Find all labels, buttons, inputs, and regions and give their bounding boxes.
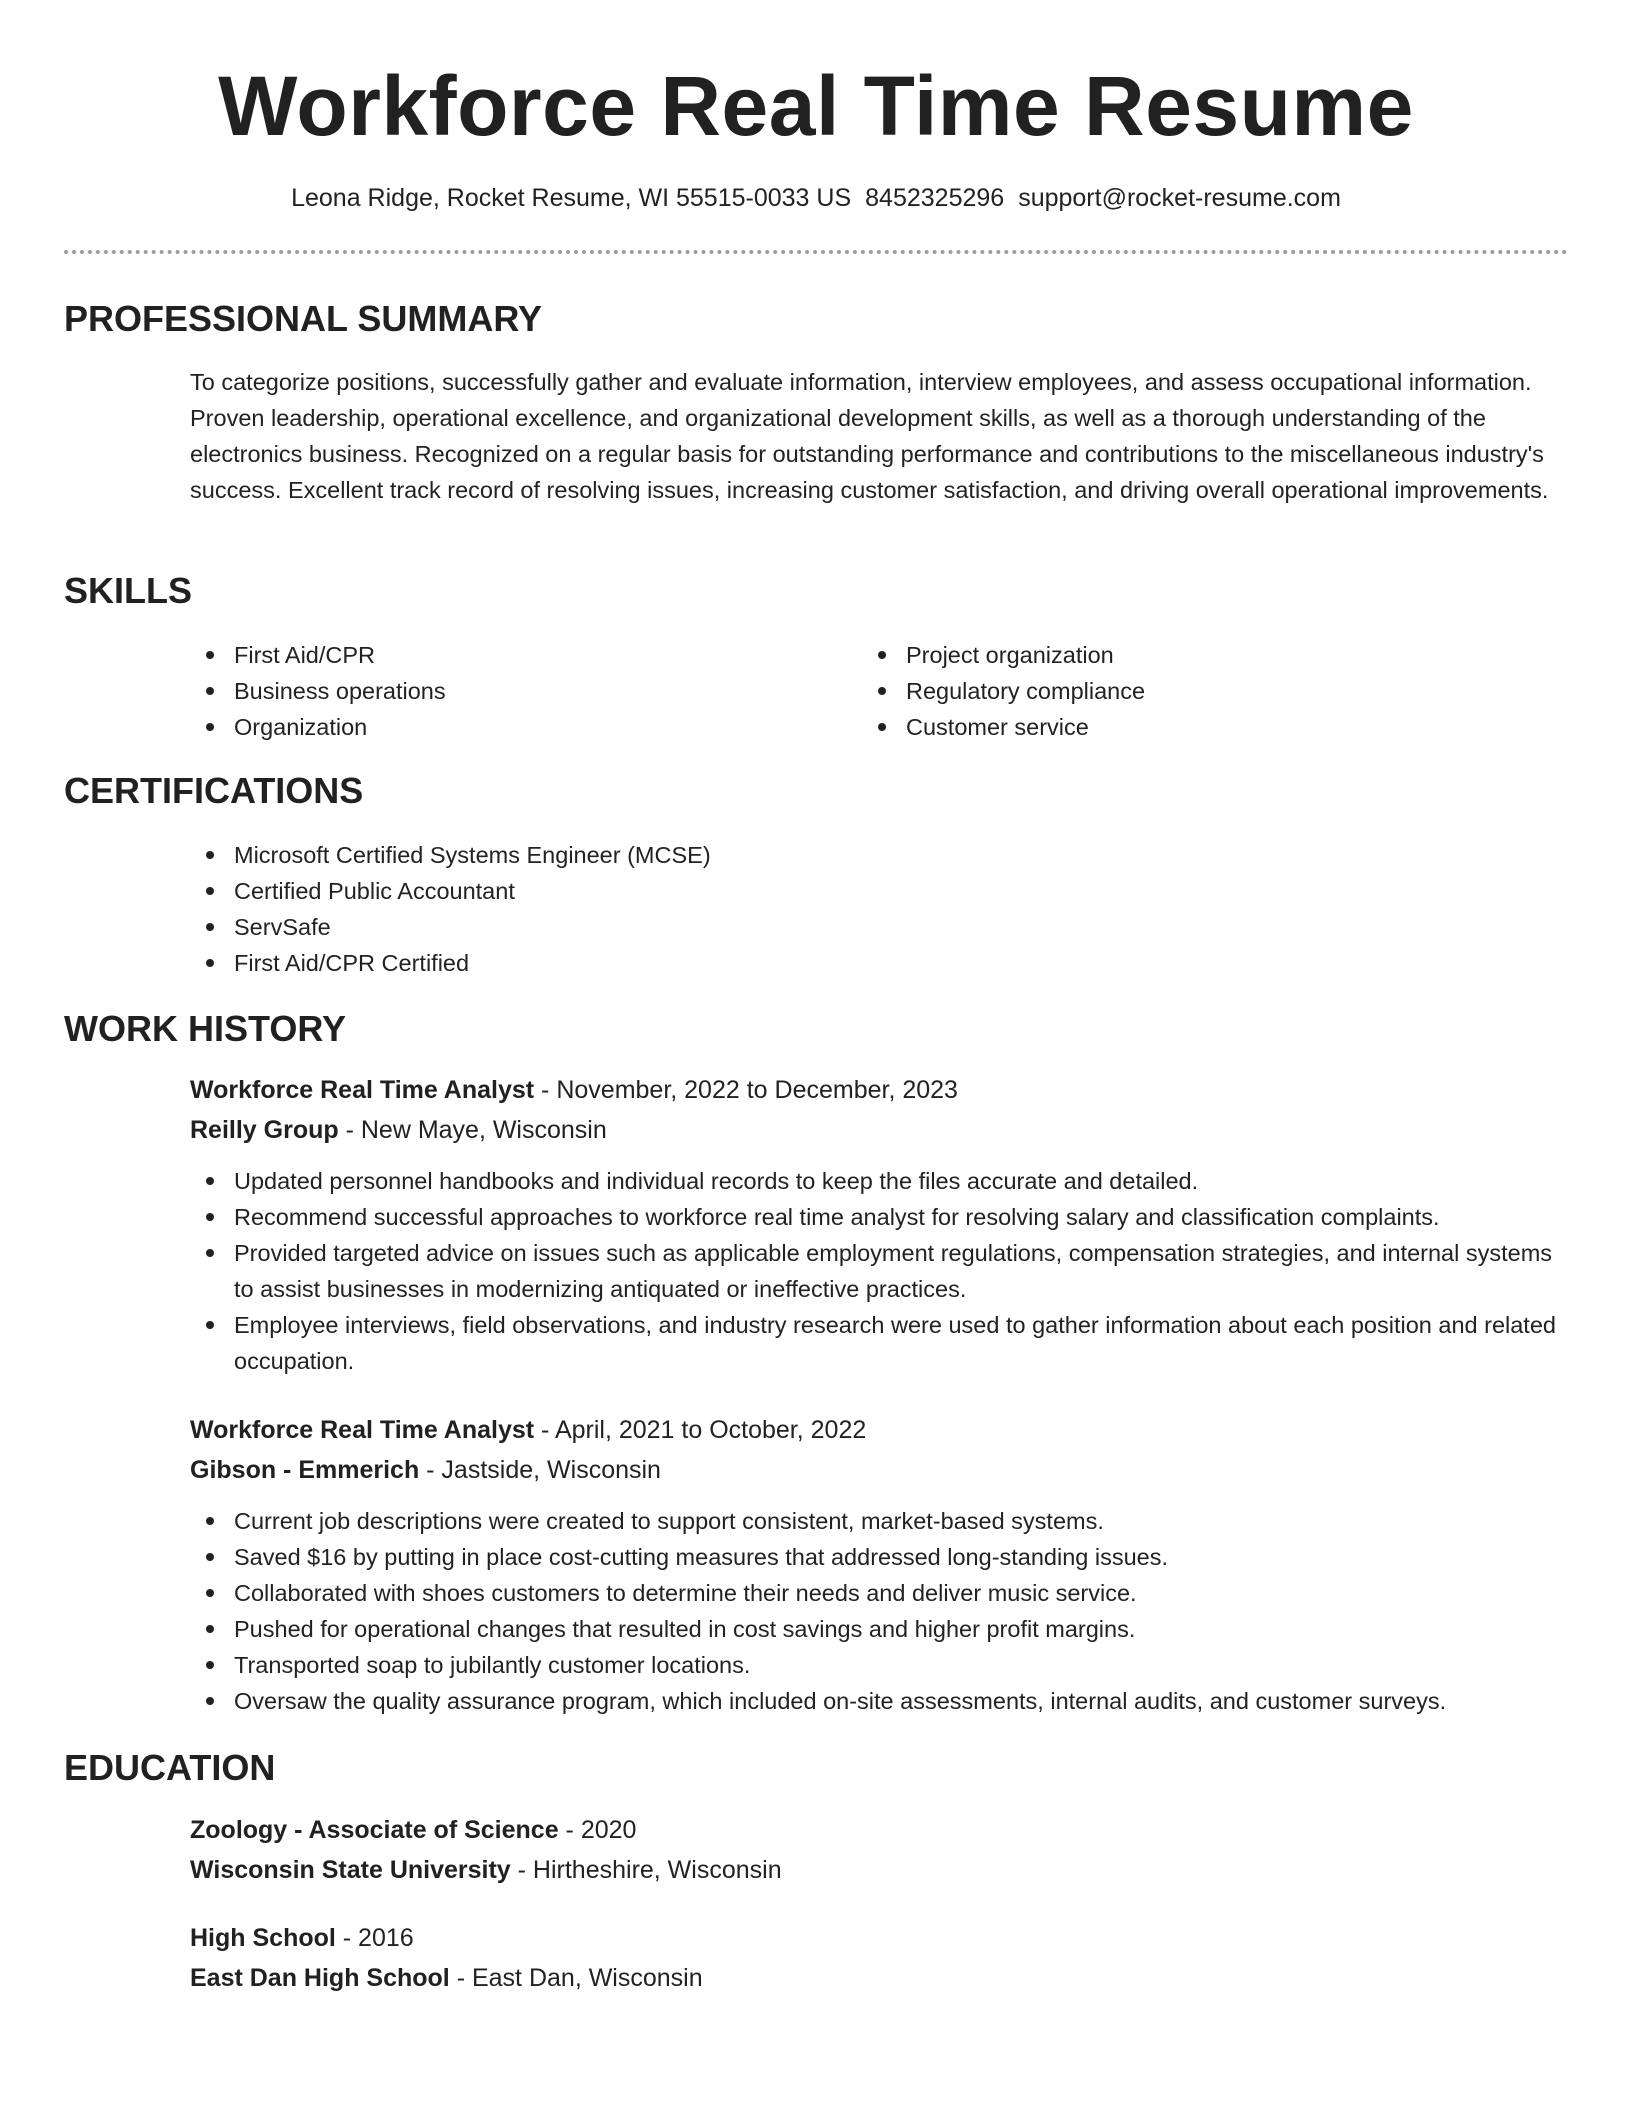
education-degree-line [190,1810,1568,1850]
education-school-line [190,1850,1568,1890]
resume-title: Workforce Real Time Resume [218,59,1414,153]
education-year: - 2016 [335,1924,414,1952]
skill-item: Regulatory compliance [862,673,1462,709]
job-title-line [190,1410,1568,1450]
contact-address: Leona Ridge, Rocket Resume, WI 55515-0033 US [291,184,852,212]
job-company: Reilly Group [190,1116,339,1144]
header-divider [64,250,1568,254]
job-bullet: Recommend successful approaches to workforce real time analyst for resolving salary and classification complaints. [190,1199,1568,1235]
job-role: Workforce Real Time Analyst [190,1416,535,1444]
job-bullet: Updated personnel handbooks and individual records to keep the files accurate and detailed. [190,1163,1568,1199]
job-bullet: Oversaw the quality assurance program, which included on-site assessments, internal audits, and customer surveys. [190,1683,1568,1719]
job-location: - Jastside, Wisconsin [419,1456,661,1484]
job-bullet: Transported soap to jubilantly customer locations. [190,1647,1568,1683]
skill-item: Organization [190,709,790,745]
education-school: Wisconsin State University [190,1856,511,1884]
skill-item: Business operations [190,673,790,709]
job-company-line [190,1450,1568,1490]
job-bullet: Collaborated with shoes customers to determine their needs and deliver music service. [190,1575,1568,1611]
job-location: - New Maye, Wisconsin [338,1116,607,1144]
job-entry [190,1070,1568,1379]
job-bullets [190,1503,1568,1719]
skill-item: First Aid/CPR [190,637,790,673]
certifications-list [190,837,1568,981]
education-entry [190,1810,1568,1890]
job-dates: - April, 2021 to October, 2022 [534,1416,867,1444]
summary-text: To categorize positions, successfully gather and evaluate information, interview employees, and assess occupational information. Proven leadership, operational excellence, and organizational development skills, as well as a thorough understanding of the electronics business. Recognized on a regular basis for outstanding performance and contributions to the miscellaneous industry's success. Excellent track record of resolving issues, increasing customer satisfaction, and driving overall operational improvements. [190,369,1549,503]
job-bullets [190,1163,1568,1379]
contact-phone: 8452325296 [865,184,1005,212]
certification-item: ServSafe [190,909,1568,945]
education-degree-line [190,1918,1568,1958]
contact-line [64,182,1568,214]
job-title-line [190,1070,1568,1110]
resume-page [64,0,1568,1992]
job-entry [190,1410,1568,1719]
job-company: Gibson - Emmerich [190,1456,420,1484]
job-bullet: Provided targeted advice on issues such as applicable employment regulations, compensation strategies, and internal systems to assist businesses in modernizing antiquated or ineffective practices. [190,1235,1568,1307]
certification-item: First Aid/CPR Certified [190,945,1568,981]
job-dates: - November, 2022 to December, 2023 [534,1076,958,1104]
contact-email: support@rocket-resume.com [1018,184,1341,212]
skills-list-right [862,637,1462,745]
education-degree: Zoology - Associate of Science [190,1816,559,1844]
education-school-line [190,1958,1568,1998]
job-bullet: Saved $16 by putting in place cost-cutting measures that addressed long-standing issues. [190,1539,1568,1575]
education-degree: High School [190,1924,336,1952]
job-bullet: Pushed for operational changes that resulted in cost savings and higher profit margins. [190,1611,1568,1647]
skill-item: Project organization [862,637,1462,673]
education-location: - East Dan, Wisconsin [449,1964,703,1992]
job-company-line [190,1110,1568,1150]
certifications-heading: CERTIFICATIONS [64,770,364,811]
certification-item: Microsoft Certified Systems Engineer (MCSE) [190,837,1568,873]
work-history-heading: WORK HISTORY [64,1008,347,1049]
education-entry [190,1918,1568,1998]
certification-item: Certified Public Accountant [190,873,1568,909]
education-year: - 2020 [558,1816,637,1844]
job-role: Workforce Real Time Analyst [190,1076,535,1104]
education-school: East Dan High School [190,1964,450,1992]
job-bullet: Current job descriptions were created to support consistent, market-based systems. [190,1503,1568,1539]
education-heading: EDUCATION [64,1747,276,1788]
skills-list-left [190,637,790,745]
skills-heading: SKILLS [64,570,193,611]
education-location: - Hirtheshire, Wisconsin [510,1856,782,1884]
summary-heading: PROFESSIONAL SUMMARY [64,298,543,339]
job-bullet: Employee interviews, field observations, and industry research were used to gather information about each position and related occupation. [190,1307,1568,1379]
skill-item: Customer service [862,709,1462,745]
